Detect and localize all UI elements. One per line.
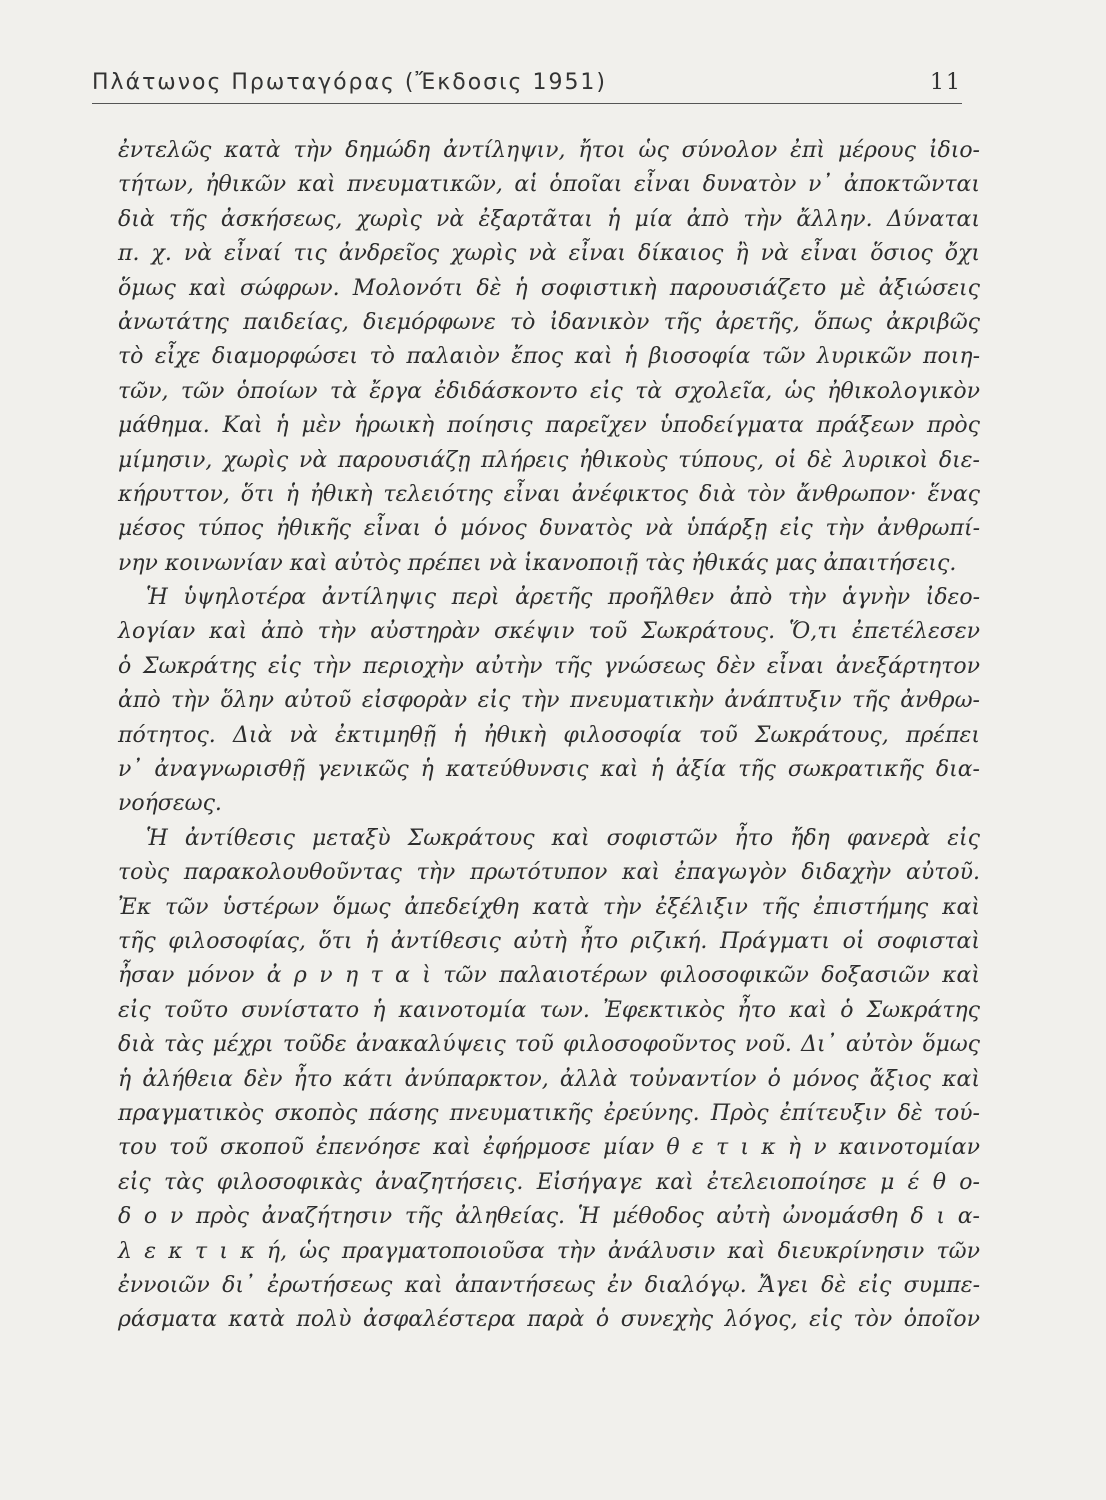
book-title: Πλάτωνος Πρωταγόρας (Ἔκδοσις 1951) <box>92 70 608 95</box>
text-line: τήτων, ἠθικῶν καὶ πνευματικῶν, αἱ ὁποῖαι εἶναι δυνατὸν ν᾽ ἀποκτῶνται <box>118 172 980 198</box>
body-text <box>118 134 980 1338</box>
text-line: ἀνωτάτης παιδείας, διεμόρφωνε τὸ ἰδανικὸν τῆς ἀρετῆς, ὅπως ἀκριβῶς <box>118 309 980 335</box>
text-line: ὁ Σωκράτης εἰς τὴν περιοχὴν αὐτὴν τῆς γνώσεως δὲν εἶναι ἀνεξάρτητον <box>118 653 980 679</box>
text-line: εἰς τοῦτο συνίστατο ἡ καινοτομία των. Ἐφεκτικὸς ἦτο καὶ ὁ Σωκράτης <box>118 997 980 1023</box>
paragraph <box>118 134 980 581</box>
text-line: ν᾽ ἀναγνωρισθῇ γενικῶς ἡ κατεύθυνσις καὶ ἡ ἀξία τῆς σωκρατικῆς δια- <box>118 757 980 783</box>
text-line: Ἡ ὑψηλοτέρα ἀντίληψις περὶ ἀρετῆς προῆλθεν ἀπὸ τὴν ἁγνὴν ἰδεο- <box>146 585 980 611</box>
text-line: ἀπὸ τὴν ὅλην αὐτοῦ εἰσφορὰν εἰς τὴν πνευματικὴν ἀνάπτυξιν τῆς ἀνθρω- <box>118 688 980 714</box>
text-line: Ἐκ τῶν ὑστέρων ὅμως ἀπεδείχθη κατὰ τὴν ἐξέλιξιν τῆς ἐπιστήμης καὶ <box>118 894 980 920</box>
text-line: νην κοινωνίαν καὶ αὐτὸς πρέπει νὰ ἱκανοποιῇ τὰς ἠθικάς μας ἀπαιτήσεις. <box>118 550 957 576</box>
text-line: μέσος τύπος ἠθικῆς εἶναι ὁ μόνος δυνατὸς νὰ ὑπάρξῃ εἰς τὴν ἀνθρωπί- <box>118 516 980 542</box>
text-line: π. χ. νὰ εἶναί τις ἀνδρεῖος χωρὶς νὰ εἶναι δίκαιος ἢ νὰ εἶναι ὅσιος ὄχι <box>118 241 980 267</box>
text-line: εἰς τὰς φιλοσοφικὰς ἀναζητήσεις. Εἰσήγαγε καὶ ἐτελειοποίησε μ έ θ ο- <box>118 1169 980 1195</box>
text-line: τῶν, τῶν ὁποίων τὰ ἔργα ἐδιδάσκοντο εἰς τὰ σχολεῖα, ὡς ἠθικολογικὸν <box>118 378 980 404</box>
text-line: τῆς φιλοσοφίας, ὅτι ἡ ἀντίθεσις αὐτὴ ἦτο ριζική. Πράγματι οἱ σοφισταὶ <box>118 928 980 954</box>
text-line: μίμησιν, χωρὶς νὰ παρουσιάζῃ πλήρεις ἠθικοὺς τύπους, οἱ δὲ λυρικοὶ διε- <box>118 447 980 473</box>
text-line: πότητος. Διὰ νὰ ἐκτιμηθῇ ἡ ἠθικὴ φιλοσοφία τοῦ Σωκράτους, πρέπει <box>118 722 980 748</box>
text-line: Ἡ ἀντίθεσις μεταξὺ Σωκράτους καὶ σοφιστῶν ἦτο ἤδη φανερὰ εἰς <box>146 825 980 851</box>
text-line: ἐντελῶς κατὰ τὴν δημώδη ἀντίληψιν, ἤτοι ὡς σύνολον ἐπὶ μέρους ἰδιο- <box>118 138 980 163</box>
text-line: ὅμως καὶ σώφρων. Μολονότι δὲ ἡ σοφιστικὴ παρουσιάζετο μὲ ἀξιώσεις <box>118 275 980 301</box>
text-line: κήρυττον, ὅτι ἡ ἠθικὴ τελειότης εἶναι ἀνέφικτος διὰ τὸν ἄνθρωπον· ἕνας <box>118 481 980 507</box>
text-line: διὰ τῆς ἀσκήσεως, χωρὶς νὰ ἐξαρτᾶται ἡ μία ἀπὸ τὴν ἄλλην. Δύναται <box>118 206 980 232</box>
text-line: μάθημα. Καὶ ἡ μὲν ἡρωικὴ ποίησις παρεῖχεν ὑποδείγματα πράξεων πρὸς <box>118 413 980 439</box>
text-line: λογίαν καὶ ἀπὸ τὴν αὐστηρὰν σκέψιν τοῦ Σωκράτους. Ὅ,τι ἐπετέλεσεν <box>118 619 980 645</box>
text-line: τὸ εἶχε διαμορφώσει τὸ παλαιὸν ἔπος καὶ ἡ βιοσοφία τῶν λυρικῶν ποιη- <box>118 344 980 370</box>
paragraph <box>118 581 980 822</box>
text-line: διὰ τὰς μέχρι τοῦδε ἀνακαλύψεις τοῦ φιλοσοφοῦντος νοῦ. Δι᾽ αὐτὸν ὅμως <box>118 1032 980 1058</box>
text-line: ράσματα κατὰ πολὺ ἀσφαλέστερα παρὰ ὁ συνεχὴς λόγος, εἰς τὸν ὁποῖον <box>118 1307 980 1333</box>
text-line: ἐννοιῶν δι᾽ ἐρωτήσεως καὶ ἀπαντήσεως ἐν διαλόγῳ. Ἄγει δὲ εἰς συμπε- <box>118 1272 980 1298</box>
running-header <box>92 66 962 106</box>
text-line: νοήσεως. <box>118 791 222 817</box>
text-line: τοὺς παρακολουθοῦντας τὴν πρωτότυπον καὶ ἐπαγωγὸν διδαχὴν αὐτοῦ. <box>118 860 980 886</box>
text-line: λ ε κ τ ι κ ή, ὡς πραγματοποιοῦσα τὴν ἀνάλυσιν καὶ διευκρίνησιν τῶν <box>118 1238 980 1264</box>
text-line: του τοῦ σκοποῦ ἐπενόησε καὶ ἐφήρμοσε μίαν θ ε τ ι κ ὴ ν καινοτομίαν <box>118 1135 980 1161</box>
header-rule <box>92 103 962 104</box>
text-line: πραγματικὸς σκοπὸς πάσης πνευματικῆς ἐρεύνης. Πρὸς ἐπίτευξιν δὲ τού- <box>118 1100 980 1126</box>
page-number: 11 <box>930 70 962 95</box>
text-line: ἦσαν μόνον ἀ ρ ν η τ α ὶ τῶν παλαιοτέρων φιλοσοφικῶν δοξασιῶν καὶ <box>118 963 980 989</box>
text-line: ἡ ἀλήθεια δὲν ἦτο κάτι ἀνύπαρκτον, ἀλλὰ τοὐναντίον ὁ μόνος ἄξιος καὶ <box>118 1066 980 1092</box>
paragraph <box>118 822 980 1338</box>
text-line: δ ο ν πρὸς ἀναζήτησιν τῆς ἀληθείας. Ἡ μέθοδος αὐτὴ ὠνομάσθη δ ι α- <box>118 1204 980 1230</box>
